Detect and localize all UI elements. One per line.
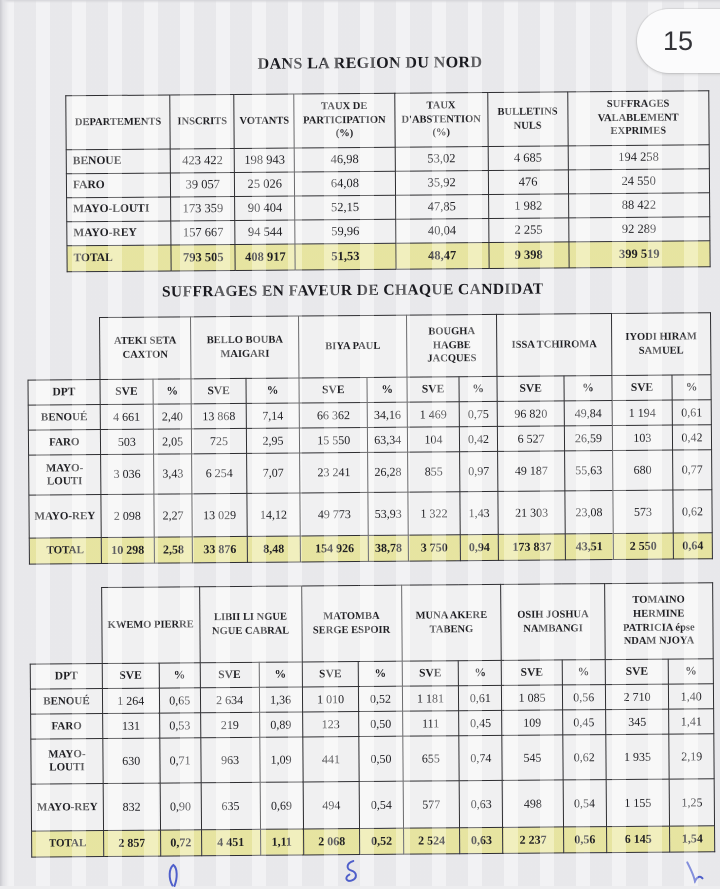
column-header: VOTANTS [234,94,294,148]
value-cell: 0,45 [562,710,605,735]
pct-column-header: % [246,378,299,403]
page-number: 15 [663,25,694,56]
total-value-cell: 0,72 [160,830,201,856]
value-cell: 1 181 [402,686,459,711]
candidate-name-header: MUNA AKERE TABENG [401,584,501,661]
value-cell: 25 026 [235,172,295,196]
empty-corner-cell [30,588,102,665]
value-cell: 66 362 [299,402,367,428]
value-cell: 630 [103,738,160,783]
value-cell: 0,54 [563,780,606,827]
sve-column-header: SVE [407,377,459,402]
value-cell: 2,19 [669,734,714,779]
value-cell: 39 057 [171,172,235,197]
value-cell: 3 036 [100,454,154,494]
sve-column-header: SVE [612,375,672,400]
value-cell: 0,42 [459,426,497,451]
candidate-name-header: KWEMO PIERRE [101,587,199,664]
total-value-cell: 0,52 [360,828,403,854]
total-value-cell: 1,54 [670,826,715,852]
value-cell: 1,41 [669,709,714,734]
department-cell: MAYO-REY [31,784,103,832]
sve-column-header: SVE [191,378,246,403]
column-header: INSCRITS [170,94,235,149]
value-cell: 53,02 [395,146,488,171]
pct-column-header: % [459,660,502,685]
value-cell: 6 254 [192,453,247,493]
value-cell: 92 289 [568,217,710,242]
value-cell: 1 469 [407,402,459,427]
value-cell: 545 [502,735,563,780]
column-header: BULLETINS NULS [488,92,568,147]
value-cell: 0,62 [562,735,605,780]
value-cell: 494 [303,782,360,829]
value-cell: 90 404 [235,196,295,220]
candidate-name-header: MATOMBA SERGE ESPOIR [301,585,401,662]
candidate-name-header: LIBII LI NGUE NGUE CABRAL [199,586,302,663]
value-cell: 109 [502,710,562,735]
value-cell: 52,15 [295,195,395,220]
value-cell: 34,16 [368,402,408,427]
total-value-cell: 38,78 [369,535,409,561]
column-header: SUFFRAGES VALABLEMENT EXPRIMES [567,91,709,146]
value-cell: 111 [402,711,459,736]
total-value-cell: 48,47 [395,242,488,269]
value-cell: 2,05 [153,429,191,454]
value-cell: 7,14 [246,403,299,428]
value-cell: 0,54 [360,781,403,828]
value-cell: 6 527 [498,426,565,452]
pct-column-header: % [672,375,711,400]
total-value-cell: 2 237 [503,827,563,853]
value-cell: 655 [402,736,459,781]
value-cell: 173 359 [171,196,235,221]
value-cell: 198 943 [235,148,295,172]
value-cell: 577 [403,781,460,828]
total-value-cell: 0,56 [563,827,606,853]
pct-column-header: % [564,376,612,401]
value-cell: 0,62 [673,490,712,533]
value-cell: 635 [201,782,260,829]
value-cell: 832 [103,783,160,830]
candidate-name-header: IYODI HIRAM SAMUEL [611,313,711,376]
value-cell: 476 [488,170,568,195]
header-row [66,91,709,150]
value-cell: 2,40 [153,404,191,429]
total-value-cell: 2 550 [613,533,673,559]
value-cell: 1 155 [606,779,670,826]
department-cell: MAYO-REY [29,495,101,539]
value-cell: 1 935 [606,734,670,779]
value-cell: 725 [192,428,247,453]
department-cell: MAYO-REY [67,221,171,246]
total-label: TOTAL [67,245,171,272]
value-cell: 1 322 [408,492,460,535]
value-cell: 219 [200,712,259,737]
value-cell: 1 085 [502,685,562,710]
value-cell: 680 [612,450,672,490]
value-cell: 49 187 [498,451,565,492]
total-label: TOTAL [29,538,101,565]
sve-column-header: SVE [402,661,459,686]
ink-mark [687,862,702,881]
table-row [31,779,714,831]
value-cell: 53,93 [368,492,408,535]
department-cell: BENOUÉ [28,405,100,431]
value-cell: 1 010 [302,687,359,712]
total-value-cell: 43,51 [565,534,613,560]
candidates-title: SUFFRAGES EN FAVEUR DE CHAQUE CANDIDAT [161,280,544,301]
value-cell: 104 [407,427,459,452]
dpt-column-header: DPT [28,380,100,406]
total-value-cell: 2 524 [403,828,460,854]
candidate-name-header: BELLO BOUBA MAIGARI [191,316,299,379]
value-cell: 40,04 [395,218,488,243]
value-cell: 23 241 [300,452,369,493]
value-cell: 35,92 [395,170,488,195]
total-label: TOTAL [32,831,104,858]
ink-mark [170,865,177,886]
value-cell: 1 194 [612,400,672,425]
value-cell: 49 773 [300,492,369,536]
value-cell: 0,50 [359,711,402,736]
value-cell: 423 422 [170,148,234,173]
value-cell: 24 550 [568,169,710,194]
candidate-name-header: TOMAINO HERMINE PATRICIA épse NDAM NJOYA [604,583,713,660]
value-cell: 0,45 [459,710,502,735]
total-value-cell: 4 451 [201,829,260,855]
value-cell: 0,74 [459,735,502,780]
value-cell: 0,61 [672,400,711,425]
total-value-cell: 408 917 [235,244,295,270]
value-cell: 194 258 [568,145,710,170]
sve-column-header: SVE [299,377,367,403]
sve-column-header: SVE [502,660,562,685]
value-cell: 15 550 [299,427,367,453]
total-value-cell: 33 876 [192,536,247,562]
value-cell: 157 667 [171,220,235,245]
value-cell: 0,61 [459,685,502,710]
value-cell: 2 255 [489,218,569,243]
value-cell: 0,90 [160,783,201,830]
value-cell: 2,27 [154,494,193,537]
pct-column-header: % [153,379,191,404]
pct-column-header: % [159,663,200,688]
value-cell: 49,84 [564,401,612,426]
value-cell: 103 [612,425,672,450]
value-cell: 21 303 [498,491,565,535]
value-cell: 0,53 [159,713,200,738]
total-row [29,533,712,564]
total-row [32,826,715,857]
department-cell: MAYO-LOUTI [31,739,103,785]
value-cell: 123 [302,712,359,737]
candidate-name-header: ISSA TCHIROMA [497,314,612,377]
value-cell: 0,56 [562,685,605,710]
value-cell: 23,08 [565,491,613,534]
total-value-cell: 6 145 [606,826,670,852]
value-cell: 1 982 [488,194,568,219]
column-header: TAUX DE PARTICIPATION (%) [294,93,395,148]
value-cell: 0,71 [159,738,200,783]
sve-column-header: SVE [302,662,359,687]
total-value-cell: 8,48 [247,536,300,562]
value-cell: 0,52 [359,686,402,711]
value-cell: 1,43 [460,491,499,534]
value-cell: 345 [605,709,669,734]
region-title: DANS LA REGION DU NORD [257,54,483,73]
value-cell: 0,65 [159,688,200,713]
sve-column-header: SVE [100,379,153,404]
candidate-name-header: BIYA PAUL [299,315,407,378]
value-cell: 1,09 [259,737,302,782]
value-cell: 0,50 [359,736,402,781]
column-header: DEPARTEMENTS [66,95,171,150]
value-cell: 0,42 [672,425,711,450]
candidate-name-header: ATEKI SETA CAXTON [99,317,191,380]
value-cell: 2,95 [246,428,299,453]
sve-column-header: SVE [200,662,259,687]
value-cell: 573 [613,490,673,533]
total-value-cell: 2 068 [303,829,360,855]
total-row [67,241,710,272]
value-cell: 441 [302,737,359,782]
region-results-table [65,90,710,272]
value-cell: 26,59 [564,426,612,451]
total-value-cell: 2,58 [154,537,192,563]
value-cell: 0,75 [459,401,497,426]
value-cell: 94 544 [235,220,295,244]
column-header: TAUX D'ABSTENTION (%) [394,92,488,147]
dpt-column-header: DPT [30,664,102,690]
total-value-cell: 10 298 [101,537,154,563]
sve-column-header: SVE [497,376,564,402]
total-value-cell: 2 857 [103,830,160,856]
value-cell: 498 [503,780,564,827]
value-cell: 855 [408,452,460,492]
sve-column-header: SVE [605,659,669,684]
value-cell: 63,34 [368,427,408,452]
pct-column-header: % [367,377,407,402]
value-cell: 46,98 [294,147,394,172]
pct-column-header: % [562,660,605,685]
value-cell: 2 098 [101,494,155,537]
candidate-name-header: OSIH JOSHUA NAMBANGI [501,584,605,661]
sve-column-header: SVE [102,663,159,688]
pct-column-header: % [459,376,497,401]
total-value-cell: 0,94 [460,534,498,560]
department-cell: FARO [28,430,100,456]
value-cell: 3,43 [154,454,193,494]
department-cell: BENOUE [66,149,170,174]
value-cell: 0,63 [459,780,502,827]
department-cell: MAYO-LOUTI [29,455,101,496]
candidate-suffrages-table-b [29,582,715,857]
value-cell: 13 029 [192,493,247,536]
table-row [31,734,714,784]
total-value-cell: 173 837 [498,534,565,561]
ink-mark [346,861,356,881]
department-cell: FARO [66,173,170,198]
pct-column-header: % [669,659,714,684]
candidate-name-header: BOUGHA HAGBE JACQUES [406,314,497,377]
table-row [29,450,712,495]
total-value-cell: 154 926 [300,535,368,562]
value-cell: 13 868 [191,403,246,428]
total-value-cell: 9 398 [489,242,569,269]
empty-corner-cell [28,318,100,381]
value-cell: 59,96 [295,219,395,244]
value-cell: 1,40 [669,684,714,709]
pct-column-header: % [359,661,402,686]
department-cell: MAYO-LOUTI [67,197,171,222]
value-cell: 88 422 [568,193,710,218]
value-cell: 503 [100,429,153,454]
value-cell: 1 264 [102,688,159,713]
total-value-cell: 1,11 [260,829,303,855]
department-cell: FARO [31,714,103,740]
candidate-suffrages-table-a [27,312,713,564]
candidate-header-row [28,313,711,380]
total-value-cell: 793 505 [171,244,235,271]
total-value-cell: 51,53 [295,243,395,270]
value-cell: 0,77 [673,450,712,490]
candidate-header-row [30,583,714,664]
value-cell: 131 [102,713,159,738]
value-cell: 1,25 [670,779,715,826]
value-cell: 55,63 [565,451,613,491]
value-cell: 2 634 [200,687,259,712]
page-number-badge [637,9,720,73]
value-cell: 963 [200,737,259,782]
total-value-cell: 399 519 [568,241,710,268]
value-cell: 26,28 [368,452,408,492]
value-cell: 0,89 [259,712,302,737]
value-cell: 7,07 [246,453,300,493]
value-cell: 0,97 [459,451,498,491]
value-cell: 64,08 [295,171,395,196]
table-row [29,490,712,538]
total-value-cell: 0,63 [460,827,503,853]
value-cell: 14,12 [247,493,301,536]
value-cell: 2 710 [605,684,669,709]
pct-column-header: % [259,662,302,687]
value-cell: 96 820 [497,401,564,427]
value-cell: 47,85 [395,194,488,219]
department-cell: BENOUÉ [30,689,102,715]
total-value-cell: 3 750 [408,535,460,561]
value-cell: 4 661 [100,404,153,429]
value-cell: 1,36 [259,687,302,712]
total-value-cell: 0,64 [673,533,712,559]
value-cell: 0,69 [260,782,303,829]
value-cell: 4 685 [488,146,568,171]
